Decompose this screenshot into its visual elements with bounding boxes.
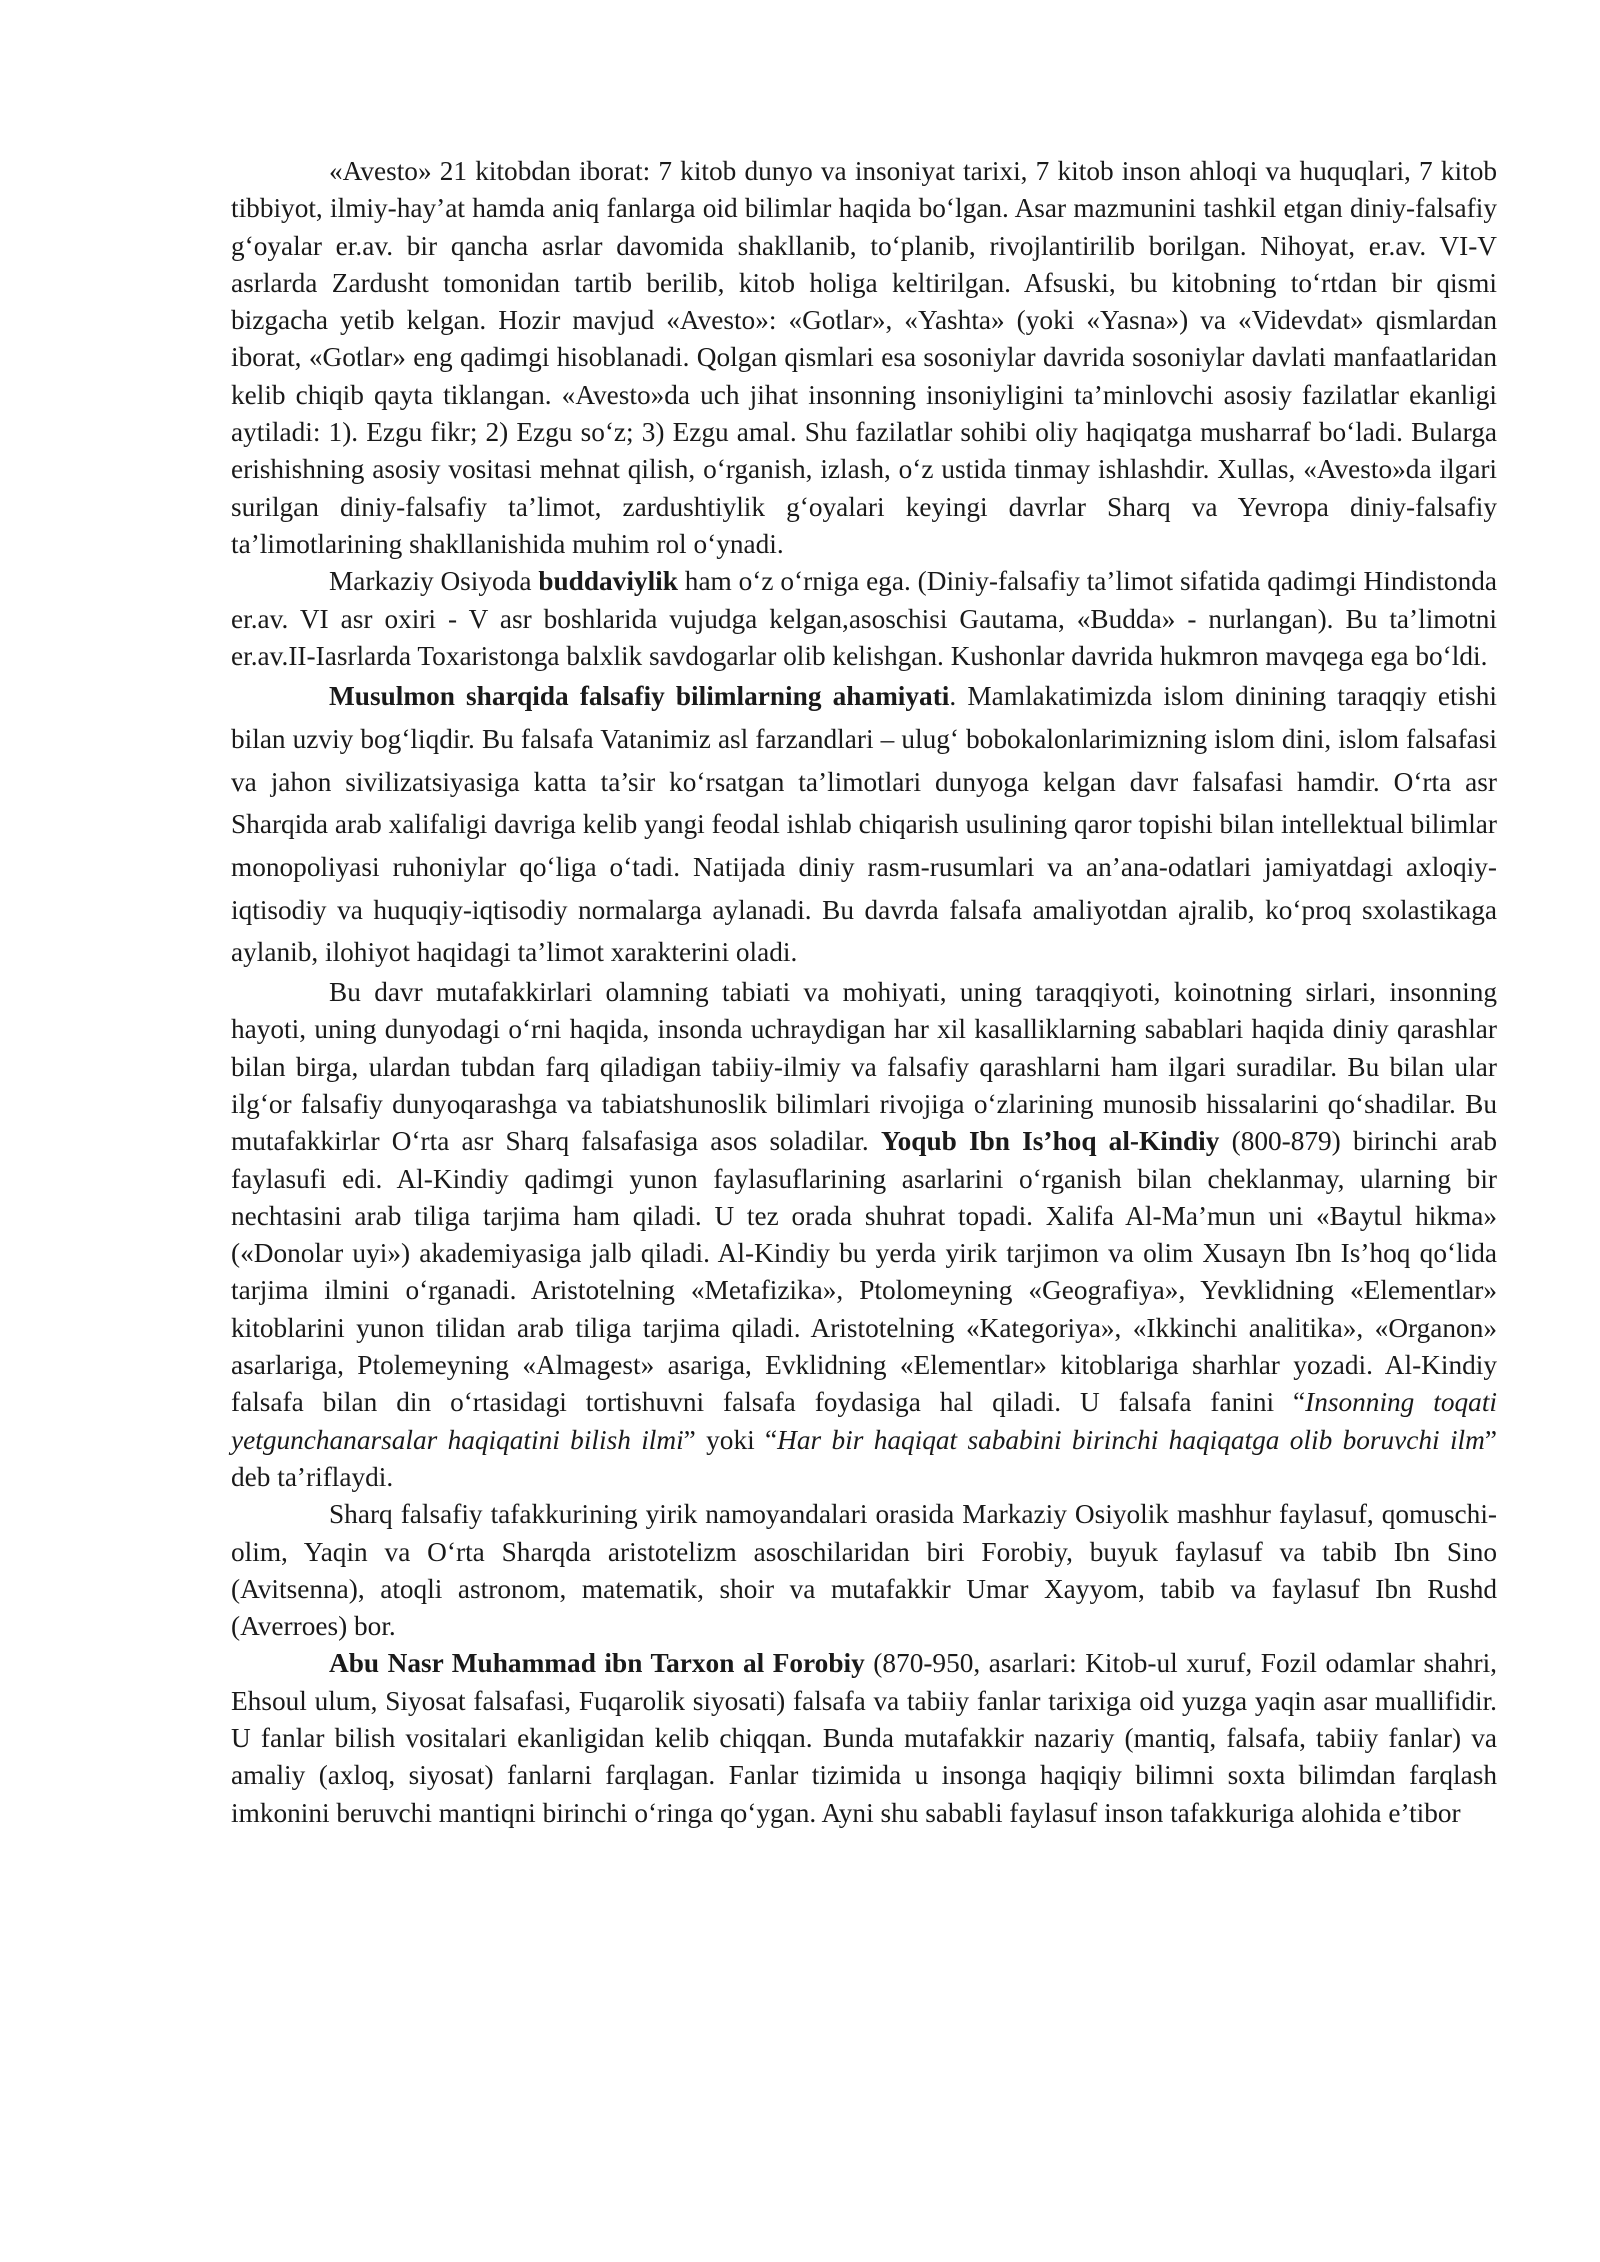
text-run: . Mamlakatimizda islom dinining taraqqiy etishi bilan uzviy bog‘liqdir. Bu falsafa Vatanimiz asl farzandlari – ulug‘ bobokalonlarimizning islom dini, islom falsafasi va jahon sivilizatsiyasiga katta ta’sir ko‘rsatgan ta’limotlari dunyoga kelgan davr falsafasi hamdir. O‘rta asr Sharqida arab xalifaligi davriga kelib yangi feodal ishlab chiqarish usulining qaror topishi bilan intellektual bilimlar monopoliyasi ruhoniylar qo‘liga o‘tadi. Natijada diniy rasm-rusumlari va an’ana-odatlari jamiyatdagi axloqiy-iqtisodiy va huquqiy-iqtisodiy normalarga aylanadi. Bu davrda falsafa amaliyotdan ajralib, ko‘proq sxolastikaga aylanib, ilohiyot haqidagi ta’limot xarakterini oladi. — [231, 681, 1497, 968]
text-run: ” deb ta’riflaydi. — [231, 1424, 1497, 1492]
bold-term: Abu Nasr Muhammad ibn Tarxon al Forobiy — [329, 1648, 865, 1679]
paragraph-buddhism — [231, 563, 1497, 675]
text-run: (800-879) birinchi arab faylasufi edi. Al-Kindiy qadimgi yunon faylasuflarining asarlarini o‘rganish bilan cheklanmay, ularning bir nechtasini arab tiliga tarjima ham qiladi. U tez orada shuhrat topadi. Xalifa Al-Ma’mun uni «Baytul hikma» («Donolar uyi») akademiyasiga jalb qiladi. Al-Kindiy bu yerda yirik tarjimon va olim Xusayn Ibn Is’hoq qo‘lida tarjima ilmini o‘rganadi. Aristotelning «Metafizika», Ptolomeyning «Geografiya», Yevklidning «Elementlar» kitoblarini yunon tilidan arab tiliga tarjima qiladi. Aristotelning «Kategoriya», «Ikkinchi analitika», «Organon» asarlariga, Ptolemeyning «Almagest» asariga, Evklidning «Elementlar» kitoblariga sharhlar yozadi. Al-Kindiy falsafa bilan din o‘rtasidagi tortishuvni falsafa foydasiga hal qiladi. U falsafa fanini “ — [231, 1126, 1497, 1418]
bold-term: Musulmon sharqida falsafiy bilimlarning ahamiyati — [329, 681, 950, 712]
text-run: Bu davr mutafakkirlari olamning tabiati va mohiyati, uning taraqqiyoti, koinotning sirlari, insonning hayoti, uning dunyodagi o‘rni haqida, insonda uchraydigan har xil kasalliklarning sabablari haqida diniy qarashlar bilan birga, ulardan tubdan farq qiladigan tabiiy-ilmiy va falsafiy qarashlarni ham ilgari suradilar. Bu bilan ular ilg‘or falsafiy dunyoqarashga va tabiatshunoslik bilimlari rivojiga o‘zlarining munosib hissalarini qo‘shadilar. Bu mutafakkirlar O‘rta asr Sharq falsafasiga asos soladilar. — [231, 977, 1497, 1157]
text-run: Sharq falsafiy tafakkurining yirik namoyandalari orasida Markaziy Osiyolik mashhur faylasuf, qomuschi-olim, Yaqin va O‘rta Sharqda aristotelizm asoschilaridan biri Forobiy, buyuk faylasuf va tabib Ibn Sino (Avitsenna), atoqli astronom, matematik, shoir va mutafakkir Umar Xayyom, tabib va faylasuf Ibn Rushd (Averroes) bor. — [231, 1499, 1497, 1642]
text-run: ham o‘z o‘rniga ega. (Diniy-falsafiy ta’limot sifatida qadimgi Hindistonda er.av. VI asr oxiri - V asr boshlarida vujudga kelgan,asoschisi Gautama, «Budda» - nurlangan). Bu ta’limotni er.av.II-Iasrlarda Toxaristonga balxlik savdogarlar olib kelishgan. Kushonlar davrida hukmron mavqega ega bo‘ldi. — [231, 566, 1497, 671]
document-page — [231, 153, 1497, 1832]
text-run: ” yoki “ — [683, 1424, 778, 1455]
paragraph-al-kindi — [231, 974, 1497, 1496]
paragraph-muslim-east — [231, 675, 1497, 974]
italic-quote: Har bir haqiqat sababini birinchi haqiqatga olib boruvchi ilm — [777, 1424, 1485, 1455]
text-run: Markaziy Osiyoda — [329, 566, 539, 597]
italic-quote: Insonning toqati yetgunchanarsalar haqiqatini bilish ilmi — [231, 1387, 1497, 1455]
paragraph-eastern-thinkers — [231, 1496, 1497, 1645]
text-run: «Avesto» 21 kitobdan iborat: 7 kitob dunyo va insoniyat tarixi, 7 kitob inson ahloqi va huquqlari, 7 kitob tibbiyot, ilmiy-hay’at hamda aniq fanlarga oid bilimlar haqida bo‘lgan. Asar mazmunini tashkil etgan diniy-falsafiy g‘oyalar er.av. bir qancha asrlar davomida shakllanib, to‘planib, rivojlantirilib borilgan. Nihoyat, er.av. VI-V asrlarda Zardusht tomonidan tartib berilib, kitob holiga keltirilgan. Afsuski, bu kitobning to‘rtdan bir qismi bizgacha yetib kelgan. Hozir mavjud «Avesto»: «Gotlar», «Yashta» (yoki «Yasna») va «Videvdat» qismlardan iborat, «Gotlar» eng qadimgi hisoblanadi. Qolgan qismlari esa sosoniylar davrida sosoniylar davlati manfaatlaridan kelib chiqib qayta tiklangan. «Avesto»da uch jihat insonning insoniyligini ta’minlovchi asosiy fazilatlar ekanligi aytiladi: 1). Ezgu fikr; 2) Ezgu so‘z; 3) Ezgu amal. Shu fazilatlar sohibi oliy haqiqatga musharraf bo‘ladi. Bularga erishishning asosiy vositasi mehnat qilish, o‘rganish, izlash, o‘z ustida tinmay ishlashdir. Xullas, «Avesto»da ilgari surilgan diniy-falsafiy ta’limot, zardushtiylik g‘oyalari keyingi davrlar Sharq va Yevropa diniy-falsafiy ta’limotlarining shakllanishida muhim rol o‘ynadi. — [231, 156, 1497, 559]
bold-term: Yoqub Ibn Is’hoq al-Kindiy — [880, 1126, 1220, 1157]
text-run: (870-950, asarlari: Kitob-ul xuruf, Fozil odamlar shahri, Ehsoul ulum, Siyosat falsafasi, Fuqarolik siyosati) falsafa va tabiiy fanlar tarixiga oid yuzga yaqin asar muallifidir. U fanlar bilish vositalari ekanligidan kelib chiqqan. Bunda mutafakkir nazariy (mantiq, falsafa, tabiiy fanlar) va amaliy (axloq, siyosat) fanlarni farqlagan. Fanlar tizimida u insonga haqiqiy bilimni soxta bilimdan farqlash imkonini beruvchi mantiqni birinchi o‘ringa qo‘ygan. Ayni shu sababli faylasuf inson tafakkuriga alohida e’tibor — [231, 1648, 1497, 1828]
bold-term: buddaviylik — [538, 566, 678, 597]
paragraph-farabi — [231, 1645, 1497, 1831]
paragraph-avesto-structure — [231, 153, 1497, 563]
